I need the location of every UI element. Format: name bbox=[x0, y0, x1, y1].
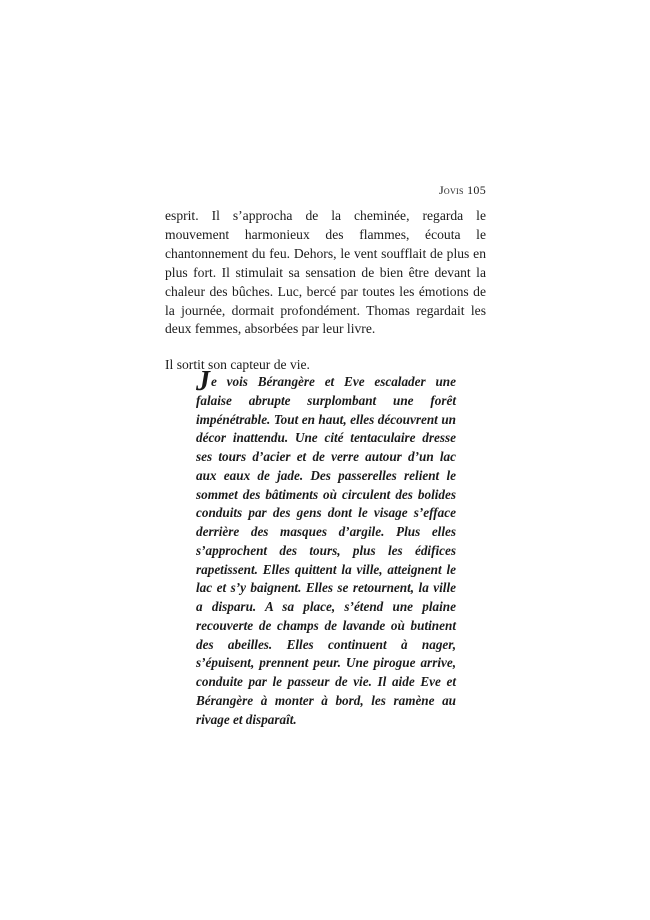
vision-text: e vois Bérangère et Eve escalader une falaise abrupte surplombant une forêt impénétrable. Tout en haut, elles découvrent un décor inattendu. Une cité tentaculaire dresse ses tours d’acier et de verre autour d’un lac aux eaux de jade. Des passerelles relient le sommet des bâtiments où circulent des bolides conduits par des gens dont le visage s’efface derrière des masques d’argile. Plus elles s’approchent des tours, plus les édifices rapetissent. Elles quittent la ville, atteignent le lac et s’y baignent. Elles se retournent, la ville a disparu. A sa place, s’étend une plaine recouverte de champs de lavande où butinent des abeilles. Elles continuent à nager, s’épuisent, prennent peur. Une pirogue arrive, conduite par le passeur de vie. Il aide Eve et Bérangère à monter à bord, les ramène au rivage et disparaît. bbox=[196, 374, 456, 727]
drop-cap: J bbox=[196, 366, 210, 397]
body-paragraph: esprit. Il s’approcha de la cheminée, regarda le mouvement harmonieux des flammes, écouta le chantonnement du feu. Dehors, le vent soufflait de plus en plus fort. Il stimulait sa sensation de bien être devant la chaleur des bûches. Luc, bercé par toutes les émotions de la journée, dormait profondément. Thomas regardait les deux femmes, absorbées par leur livre. bbox=[165, 208, 486, 337]
main-text bbox=[165, 207, 486, 375]
vision-passage bbox=[196, 368, 456, 729]
page-number: 105 bbox=[467, 183, 486, 197]
body-paragraph: Il sortit son capteur de vie. bbox=[165, 357, 310, 373]
running-header bbox=[165, 183, 486, 197]
vision-paragraph bbox=[196, 368, 456, 729]
running-header-title: Jovis bbox=[438, 183, 464, 197]
